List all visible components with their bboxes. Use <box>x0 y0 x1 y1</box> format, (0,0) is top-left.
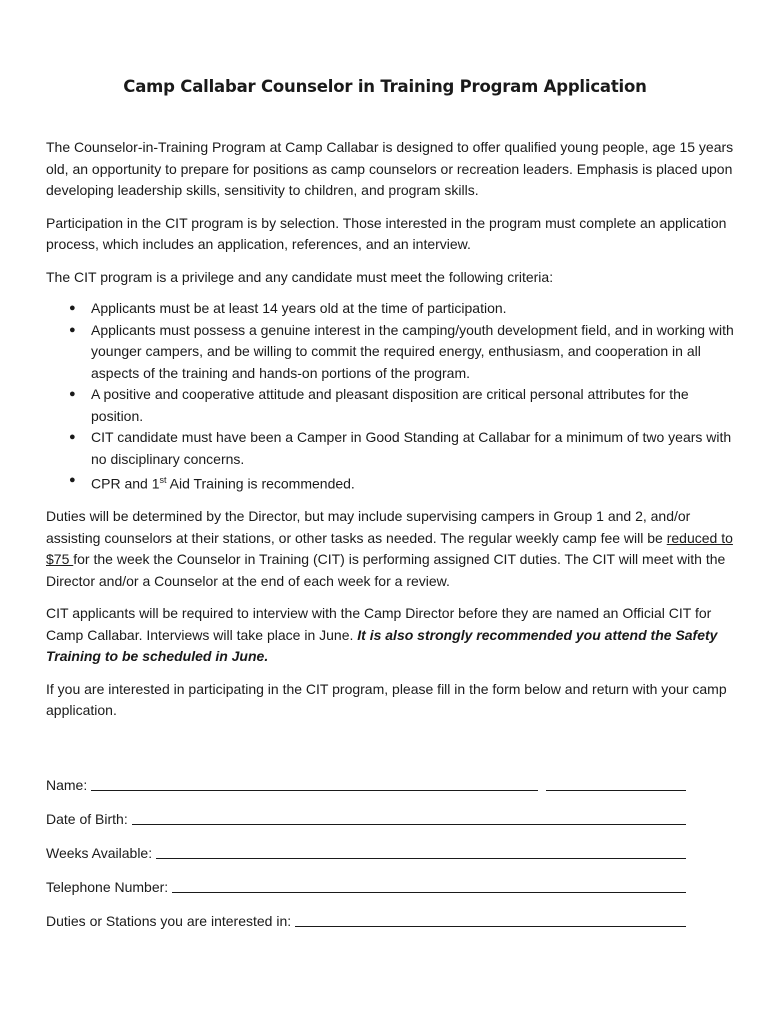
duties-field <box>46 896 686 930</box>
duties-line[interactable] <box>295 912 686 927</box>
criteria-text: Applicants must be at least 14 years old at the time of participation. <box>91 300 507 316</box>
ordinal-superscript: st <box>159 475 167 485</box>
bullet-icon: ● <box>69 302 76 314</box>
safety-training-emphasis: It is also strongly recommended you attend the Safety Training to be scheduled in June. <box>46 626 718 665</box>
instructions-paragraph: If you are interested in participating in the CIT program, please fill in the form below and return with your camp application. <box>46 680 727 719</box>
application-form <box>46 760 686 930</box>
name-field <box>46 760 686 794</box>
bullet-icon: ● <box>69 474 76 486</box>
list-item <box>69 427 736 470</box>
bullet-icon: ● <box>69 388 76 400</box>
criteria-text: Applicants must possess a genuine interest in the camping/youth development field, and in working with younger campers, and be willing to commit the required energy, enthusiasm, and cooperation in all aspects of the training and hands-on portions of the program. <box>91 321 734 381</box>
weeks-label: Weeks Available: <box>46 845 153 861</box>
list-item <box>69 470 736 495</box>
criteria-text: A positive and cooperative attitude and pleasant disposition are critical personal attributes for the position. <box>91 386 689 424</box>
participation-paragraph: Participation in the CIT program is by selection. Those interested in the program must complete an application process, which includes an application, references, and an interview. <box>46 214 727 252</box>
phone-field <box>46 862 686 896</box>
fee-reduction-text: reduced to $75 <box>46 529 733 568</box>
list-item <box>69 298 736 320</box>
duties-label: Duties or Stations you are interested in: <box>46 913 292 929</box>
weeks-line[interactable] <box>156 844 686 859</box>
interview-paragraph <box>46 603 736 668</box>
interview-text: CIT applicants will be required to interview with the Camp Director before they are named an Official CIT for Camp Callabar. Interviews will take place in June. <box>46 605 712 643</box>
page-title: Camp Callabar Counselor in Training Program Application <box>123 77 647 96</box>
criteria-list <box>46 298 736 495</box>
weeks-field <box>46 828 686 862</box>
criteria-text-end: Aid Training is recommended. <box>166 475 355 492</box>
duties-paragraph <box>46 506 736 592</box>
list-item <box>69 320 736 385</box>
name-label: Name: <box>46 777 88 793</box>
phone-line[interactable] <box>172 878 686 893</box>
dob-field <box>46 794 686 828</box>
name-line[interactable] <box>91 776 538 791</box>
list-item <box>69 384 736 427</box>
duties-text: Duties will be determined by the Director, but may include supervising campers in Group 1 and 2, and/or assisting counselors at their stations, or other tasks as needed. The regular weekly camp fee will be <box>46 508 691 546</box>
duties-text-end: for the week the Counselor in Training (CIT) is performing assigned CIT duties. The CIT will meet with the Director and/or a Counselor at the end of each week for a review. <box>46 551 726 589</box>
dob-label: Date of Birth: <box>46 811 128 827</box>
dob-line[interactable] <box>132 810 686 825</box>
criteria-text: CIT candidate must have been a Camper in Good Standing at Callabar for a minimum of two years with no disciplinary concerns. <box>91 429 732 467</box>
name-line-secondary[interactable] <box>546 776 686 791</box>
document-body <box>46 137 736 733</box>
bullet-icon: ● <box>69 323 76 336</box>
criteria-text-start: CPR and 1 <box>91 475 160 492</box>
bullet-icon: ● <box>69 431 76 443</box>
criteria-intro: The CIT program is a privilege and any candidate must meet the following criteria: <box>46 268 554 285</box>
phone-label: Telephone Number: <box>46 879 169 895</box>
intro-paragraph: The Counselor-in-Training Program at Camp Callabar is designed to offer qualified young people, age 15 years old, an opportunity to prepare for positions as camp counselors or recreation leaders. Emphasis is placed upon developing leadership skills, sensitivity to children, and program skills. <box>46 139 734 198</box>
